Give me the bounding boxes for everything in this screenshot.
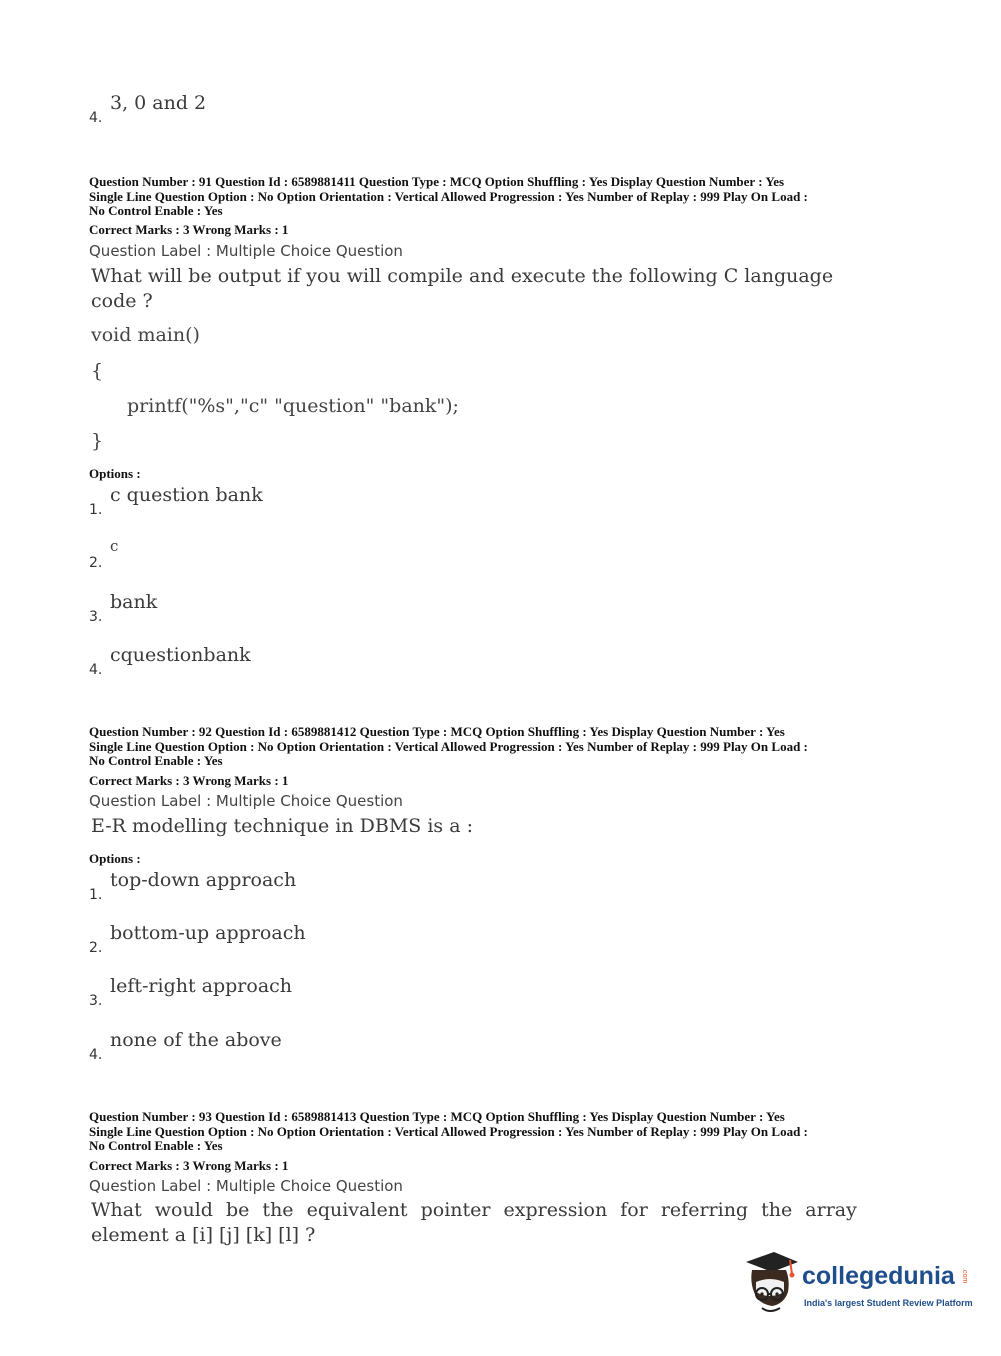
option-text: c question bank bbox=[110, 484, 263, 506]
option-text: top-down approach bbox=[110, 869, 297, 891]
options-label: Options : bbox=[89, 466, 141, 481]
question-91-label: Question Label : Multiple Choice Question bbox=[89, 242, 403, 260]
option-text: cquestionbank bbox=[110, 644, 251, 666]
question-92-marks: Correct Marks : 3 Wrong Marks : 1 bbox=[89, 773, 289, 788]
question-91-text bbox=[91, 264, 833, 314]
question-93-label: Question Label : Multiple Choice Question bbox=[89, 1177, 403, 1195]
question-text-line: code ? bbox=[91, 290, 153, 312]
question-93-meta bbox=[89, 1110, 919, 1154]
option-text: none of the above bbox=[110, 1029, 282, 1051]
meta-line: Question Number : 92 Question Id : 6589881412 Question Type : MCQ Option Shuffling : Yes Display Question Number : Yes bbox=[89, 724, 785, 739]
question-text-line: What would be the equivalent pointer expression for referring the array bbox=[91, 1199, 857, 1221]
option-text: left-right approach bbox=[110, 975, 293, 997]
question-92-label: Question Label : Multiple Choice Question bbox=[89, 792, 403, 810]
question-93-text bbox=[91, 1198, 857, 1248]
mascot-icon bbox=[740, 1248, 802, 1320]
option-number: 4. bbox=[89, 110, 103, 126]
question-93-marks: Correct Marks : 3 Wrong Marks : 1 bbox=[89, 1158, 289, 1173]
meta-line: No Control Enable : Yes bbox=[89, 753, 223, 768]
logo-tagline: India's largest Student Review Platform bbox=[804, 1298, 973, 1308]
option-number: 2. bbox=[89, 555, 103, 571]
meta-line: Question Number : 91 Question Id : 6589881411 Question Type : MCQ Option Shuffling : Yes Display Question Number : Yes bbox=[89, 174, 785, 189]
logo-wordmark: collegedunia bbox=[802, 1262, 955, 1290]
question-text-line: E-R modelling technique in DBMS is a : bbox=[91, 815, 473, 837]
question-text-line: What will be output if you will compile and execute the following C language bbox=[91, 265, 834, 287]
question-91-marks: Correct Marks : 3 Wrong Marks : 1 bbox=[89, 222, 289, 237]
question-92-text bbox=[91, 814, 473, 839]
option-text: bank bbox=[110, 591, 158, 613]
option-number: 4. bbox=[89, 1047, 103, 1063]
meta-line: Single Line Question Option : No Option Orientation : Vertical Allowed Progression : Yes Number of Replay : 999 Play On Load : bbox=[89, 738, 808, 754]
meta-line: Question Number : 93 Question Id : 6589881413 Question Type : MCQ Option Shuffling : Yes Display Question Number : Yes bbox=[89, 1109, 785, 1124]
meta-line: Single Line Question Option : No Option Orientation : Vertical Allowed Progression : Yes Number of Replay : 999 Play On Load : bbox=[89, 1123, 808, 1139]
code-line: printf("%s","c" "question" "bank"); bbox=[127, 395, 459, 417]
option-text: 3, 0 and 2 bbox=[110, 92, 207, 114]
option-number: 1. bbox=[89, 887, 103, 903]
question-92-meta bbox=[89, 725, 919, 769]
question-91-meta bbox=[89, 175, 919, 219]
meta-line: No Control Enable : Yes bbox=[89, 1138, 223, 1153]
option-text: bottom-up approach bbox=[110, 922, 306, 944]
logo-dotcom: .com bbox=[961, 1268, 968, 1284]
option-number: 3. bbox=[89, 609, 103, 625]
option-text: c bbox=[110, 537, 119, 555]
meta-line: No Control Enable : Yes bbox=[89, 203, 223, 218]
option-number: 3. bbox=[89, 993, 103, 1009]
code-line: } bbox=[91, 430, 104, 452]
code-line: void main() bbox=[91, 324, 200, 346]
code-line: { bbox=[91, 360, 104, 382]
option-number: 1. bbox=[89, 502, 103, 518]
option-number: 2. bbox=[89, 940, 103, 956]
options-label: Options : bbox=[89, 851, 141, 866]
option-number: 4. bbox=[89, 662, 103, 678]
meta-line: Single Line Question Option : No Option Orientation : Vertical Allowed Progression : Yes Number of Replay : 999 Play On Load : bbox=[89, 188, 808, 204]
question-text-line: element a [i] [j] [k] [l] ? bbox=[91, 1224, 316, 1246]
collegedunia-logo bbox=[740, 1248, 973, 1320]
